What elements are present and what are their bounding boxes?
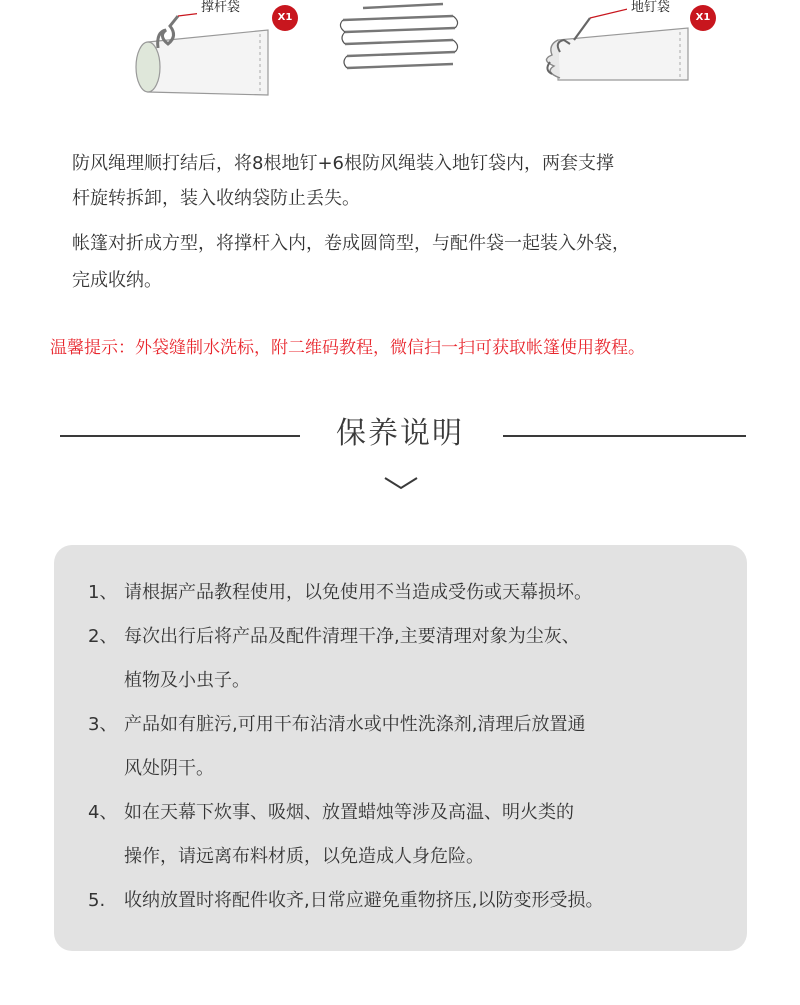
care-item-text: 收纳放置时将配件收齐,日常应避免重物挤压,以防变形受损。 (124, 890, 604, 911)
section-title: 保养说明 (336, 416, 464, 451)
pole-bag-qty-badge: X1 (272, 5, 298, 31)
pole-bag-icon (118, 0, 288, 110)
instruction-line-3: 帐篷对折成方型，将撑杆入内，卷成圆筒型，与配件袋一起装入外袋， (72, 233, 630, 254)
instruction-line-2: 杆旋转拆卸，装入收纳袋防止丢失。 (72, 188, 360, 209)
section-divider-left (60, 435, 300, 437)
care-item-4 (88, 791, 574, 835)
pole-bag-label: 撑杆袋 (197, 0, 244, 16)
care-item-3 (88, 703, 585, 747)
chevron-down-icon (382, 474, 420, 492)
care-item-4-continued: 操作，请远离布料材质，以免造成人身危险。 (124, 846, 484, 867)
stake-bag-icon (530, 0, 700, 110)
care-item-number: 5. (88, 890, 106, 911)
care-item-number: 2、 (88, 626, 118, 647)
care-item-number: 1、 (88, 582, 118, 603)
care-item-2 (88, 615, 580, 659)
warm-tip: 温馨提示：外袋缝制水洗标，附二维码教程，微信扫一扫可获取帐篷使用教程。 (50, 338, 645, 358)
care-item-number: 4、 (88, 802, 118, 823)
care-item-3-continued: 风处阴干。 (124, 758, 214, 779)
folded-poles-icon (335, 0, 465, 90)
instruction-line-4: 完成收纳。 (72, 270, 162, 291)
care-item-1 (88, 571, 592, 615)
care-item-number: 3、 (88, 714, 118, 735)
section-divider-right (503, 435, 746, 437)
care-item-text: 如在天幕下炊事、吸烟、放置蜡烛等涉及高温、明火类的 (124, 802, 574, 823)
care-item-2-continued: 植物及小虫子。 (124, 670, 250, 691)
stake-bag-label: 地钉袋 (627, 0, 674, 16)
accessory-illustrations (0, 0, 800, 120)
care-item-text: 产品如有脏污,可用干布沾清水或中性洗涤剂,清理后放置通 (124, 714, 586, 735)
care-item-text: 每次出行后将产品及配件清理干净,主要清理对象为尘灰、 (124, 626, 580, 647)
instruction-line-1: 防风绳理顺打结后，将8根地钉+6根防风绳装入地钉袋内，两套支撑 (72, 153, 614, 174)
care-item-text: 请根据产品教程使用，以免使用不当造成受伤或天幕损坏。 (124, 582, 592, 603)
stake-bag-qty-badge: X1 (690, 5, 716, 31)
care-item-5 (88, 879, 603, 923)
